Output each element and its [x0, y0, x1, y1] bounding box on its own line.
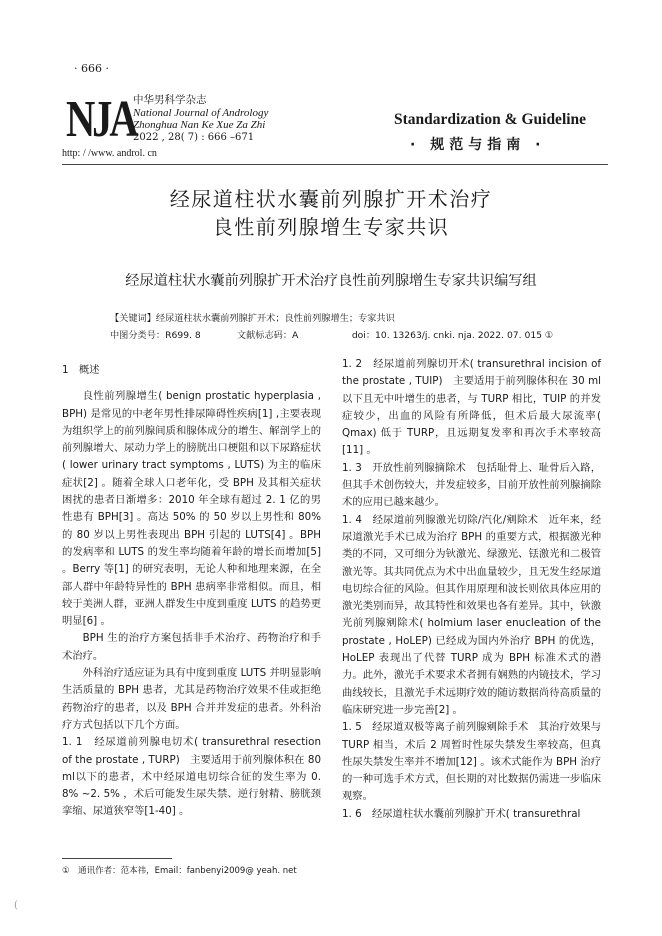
header-divider	[62, 164, 608, 165]
body-column-left	[62, 362, 321, 821]
journal-logo: NJA	[66, 91, 136, 148]
article-title-line-2: 良性前列腺增生专家共识	[212, 215, 450, 239]
author-group: 经尿道柱状水囊前列腺扩开术治疗良性前列腺增生专家共识编写组	[125, 273, 537, 289]
series-title-cn: · 规范与指南 ·	[410, 137, 546, 153]
series-title-en: Standardization & Guideline	[394, 111, 587, 128]
subsection-paragraph: 1. 2 经尿道前列腺切开术( transurethral incision of the prostate , TUIP) 主要适用于前列腺体积在 30 ml 以下且无中叶增生的患者，与 TURP 相比，TUIP 的并发症较少，出血的风险有所降低，但术后最大尿流率( Qmax) 低于 TURP，且远期复发率和再次手术率较高[11] 。	[342, 358, 601, 457]
document-code: 文献标志码：A	[236, 330, 299, 341]
paragraph: 良性前列腺增生( benign prostatic hyperplasia , BPH) 是常见的中老年男性排尿障碍性疾病[1] ,主要表现为组织学上的前列腺间质和腺体成分的增生、解剖学上的前列腺增大、尿动力学上的膀胱出口梗阻和以下尿路症状( lower urinary tract symptoms , LUTS) 为主的临床症状[2] 。随着全球人口老年化，受 BPH 及其相关症状困扰的患者日渐增多：2010 年全球有超过 2. 1 亿的男性患有 BPH[3] 。高达 50% 的 50 岁以上男性和 80% 的 80 岁以上男性表现出 BPH 引起的 LUTS[4] 。BPH 的发病率和 LUTS 的发生率均随着年龄的增长而增加[5] 。Berry 等[1] 的研究表明，无论人种和地理来源，在全部人群中年龄特异性的 BPH 患病率非常相似。而且，相较于美洲人群，亚洲人群发生中度到重度 LUTS 的趋势更明显[6] 。	[62, 390, 321, 628]
subsection-paragraph: 1. 1 经尿道前列腺电切术( transurethral resection of the prostate , TURP) 主要适用于前列腺体积在 80 ml以下的患者，术中经尿道电切综合征的发生率为 0. 8% ~2. 5% ，术后可能发生尿失禁、逆行射精、膀胱颈挛缩、尿道狭窄等[1-40] 。	[62, 736, 321, 818]
classification-line	[110, 327, 553, 341]
page-number: · 666 ·	[74, 62, 109, 75]
subsection-paragraph: 1. 4 经尿道前列腺激光切除/汽化/剜除术 近年来，经尿道激光手术已成为治疗 BPH 的重要方式，根据激光种类的不同，又可细分为钬激光、绿激光、铥激光和二极管激光等。其共同优点为术中出血量较少，且无发生经尿道电切综合征的风险。但其作用原理和波长则依具体应用的激光类别而异，故其特性和效果也各有差异。其中，钬激光前列腺剜除术( holmium laser enucleation of the prostate , HoLEP) 已经成为国内外治疗 BPH 的优选，HoLEP 表现出了代替 TURP 成为 BPH 标准术式的潜力。此外，激光手术要求术者拥有娴熟的内镜技术，学习曲线较长，且激光手术远期疗效的随访数据尚待高质量的临床研究进一步完善[2] 。	[342, 513, 601, 716]
journal-issue: 2022 , 28( 7) : 666 –671	[133, 131, 255, 143]
footnote-divider	[62, 858, 172, 859]
subsection-paragraph: 1. 3 开放性前列腺摘除术 包括耻骨上、耻骨后入路，但其手术创伤较大，并发症较多，目前开放性前列腺摘除术的应用已越来越少。	[342, 461, 601, 509]
paragraph: 外科治疗适应证为具有中度到重度 LUTS 并明显影响生活质量的 BPH 患者，尤其是药物治疗效果不佳或拒绝药物治疗的患者，以及 BPH 合并并发症的患者。外科治疗方式包括以下几个方面。	[62, 667, 321, 731]
article-title-line-1: 经尿道柱状水囊前列腺扩开术治疗	[169, 187, 493, 211]
journal-name-pinyin: Zhonghua Nan Ke Xue Za Zhi	[133, 119, 266, 131]
body-column-right	[342, 356, 601, 823]
corresponding-author-footnote: ① 通讯作者：范本祎，Email：fanbenyi2009@ yeah. net	[62, 866, 297, 876]
doi[interactable]: doi：10. 13263/j. cnki. nja. 2022. 07. 015 ①	[351, 330, 554, 341]
subsection-paragraph: 1. 5 经尿道双极等离子前列腺剜除手术 其治疗效果与 TURP 相当，术后 2 周暂时性尿失禁发生率较高，但真性尿失禁发生率并不增加[12] 。该术式能作为 BPH 治疗的一种可选手术方式，但长期的对比数据仍需进一步临床观察。	[342, 721, 601, 803]
journal-name-cn: 中华男科学杂志	[133, 94, 207, 106]
subsection-paragraph: 1. 6 经尿道柱状水囊前列腺扩开术( transurethral	[342, 807, 581, 820]
clc-number: 中图分类号：R699. 8	[110, 330, 201, 341]
journal-info	[133, 94, 268, 144]
journal-name-en: National Journal of Andrology	[133, 106, 269, 119]
keywords: 【关键词】经尿道柱状水囊前列腺扩开术；良性前列腺增生；专家共识	[110, 313, 395, 324]
journal-url[interactable]: http: / /www. androl. cn	[62, 148, 157, 159]
section-heading: 1 概述	[62, 364, 100, 376]
paragraph: BPH 生的治疗方案包括非手术治疗、药物治疗和手术治疗。	[62, 632, 321, 662]
margin-mark: (	[14, 900, 18, 911]
